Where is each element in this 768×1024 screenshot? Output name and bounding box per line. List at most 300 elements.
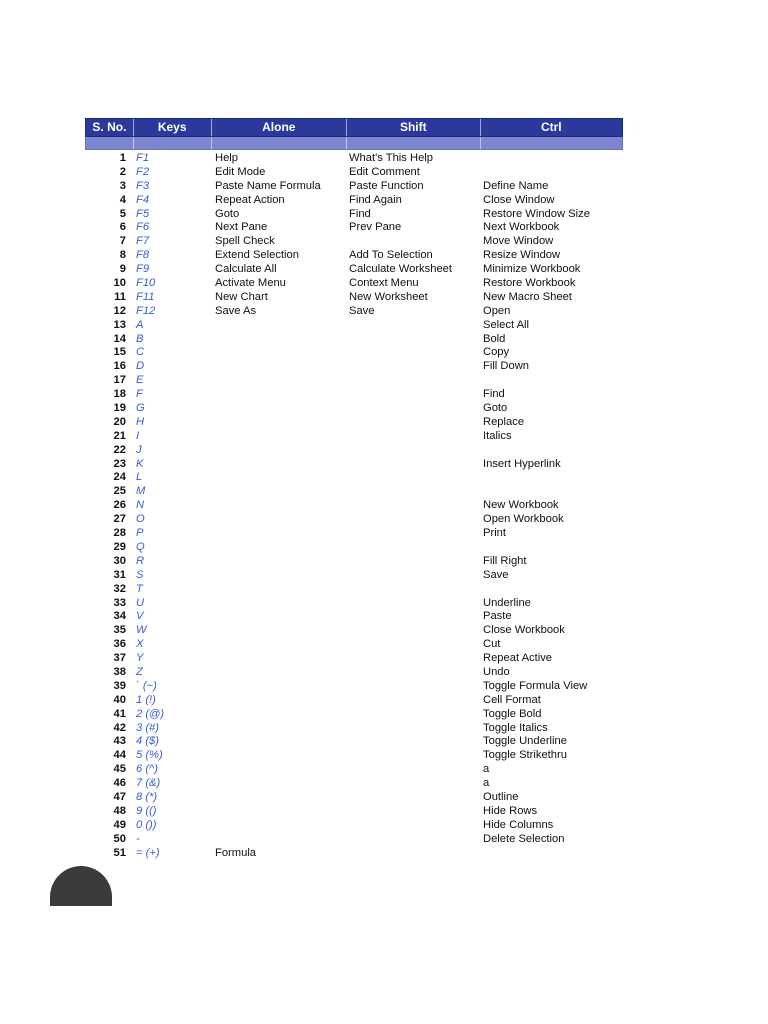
row-alone <box>211 499 347 513</box>
row-ctrl: Toggle Underline <box>483 735 567 748</box>
table-row <box>85 624 623 638</box>
row-shift: New Worksheet <box>349 290 428 303</box>
row-shift: Add To Selection <box>349 249 433 262</box>
table-header <box>85 118 623 137</box>
row-alone <box>211 388 347 402</box>
row-shift: Prev Pane <box>349 221 402 234</box>
table-row <box>85 597 623 611</box>
row-number: 33 <box>113 596 126 609</box>
row-ctrl: Resize Window <box>483 249 561 262</box>
header-sno: S. No. <box>86 119 134 136</box>
table-row <box>85 221 623 235</box>
row-ctrl: Toggle Formula View <box>483 679 588 692</box>
row-shift <box>347 610 481 624</box>
table-row <box>85 805 623 819</box>
row-alone <box>211 569 347 583</box>
row-key: 1 (!) <box>136 693 156 706</box>
row-ctrl: Goto <box>483 402 508 415</box>
row-ctrl: Cut <box>483 638 501 651</box>
row-alone: Save As <box>215 304 257 317</box>
row-number: 46 <box>113 777 126 790</box>
row-shift <box>347 402 481 416</box>
row-number: 40 <box>113 693 126 706</box>
table-row <box>85 527 623 541</box>
table-row <box>85 583 623 597</box>
row-ctrl: Undo <box>483 665 510 678</box>
row-key: 2 (@) <box>136 707 165 720</box>
row-key: Y <box>136 652 144 665</box>
row-ctrl: Save <box>483 568 509 581</box>
row-alone <box>211 652 347 666</box>
row-ctrl: Fill Right <box>483 554 527 567</box>
row-number: 8 <box>119 249 126 262</box>
row-shift <box>347 444 481 458</box>
row-alone <box>211 694 347 708</box>
row-ctrl: Underline <box>483 596 531 609</box>
row-key: S <box>136 568 144 581</box>
row-number: 32 <box>113 582 126 595</box>
row-number: 13 <box>113 318 126 331</box>
table-row <box>85 708 623 722</box>
row-shift <box>347 833 481 847</box>
row-alone <box>211 527 347 541</box>
table-row <box>85 722 623 736</box>
row-key: 0 ()) <box>136 818 157 831</box>
row-key: A <box>136 318 144 331</box>
row-shift: Calculate Worksheet <box>349 263 453 276</box>
row-alone <box>211 374 347 388</box>
row-ctrl: Close Workbook <box>483 624 565 637</box>
row-shift <box>347 638 481 652</box>
row-key: U <box>136 596 145 609</box>
row-shift <box>347 819 481 833</box>
row-shift <box>347 416 481 430</box>
row-number: 25 <box>113 485 126 498</box>
row-shift <box>347 346 481 360</box>
row-key: 4 ($) <box>136 735 160 748</box>
row-alone <box>211 416 347 430</box>
row-alone: Calculate All <box>215 263 277 276</box>
table-row <box>85 638 623 652</box>
row-ctrl: a <box>483 777 490 790</box>
row-key: H <box>136 415 145 428</box>
row-alone <box>211 791 347 805</box>
row-number: 48 <box>113 804 126 817</box>
row-shift: Paste Function <box>349 179 424 192</box>
row-key: P <box>136 527 144 540</box>
row-alone <box>211 485 347 499</box>
row-alone <box>211 735 347 749</box>
row-ctrl: Cell Format <box>483 693 541 706</box>
row-ctrl: Minimize Workbook <box>483 263 581 276</box>
row-ctrl: Define Name <box>483 179 549 192</box>
table-row <box>85 749 623 763</box>
row-shift: What's This Help <box>349 152 433 164</box>
row-number: 24 <box>113 471 126 484</box>
row-shift: Find <box>349 207 371 220</box>
table-row <box>85 569 623 583</box>
row-alone <box>211 749 347 763</box>
row-alone <box>211 763 347 777</box>
row-shift <box>347 430 481 444</box>
header-shift: Shift <box>347 119 481 136</box>
row-key: G <box>136 402 145 415</box>
row-number: 30 <box>113 554 126 567</box>
row-alone: Spell Check <box>215 235 275 248</box>
row-number: 29 <box>113 540 126 553</box>
table-row <box>85 680 623 694</box>
row-key: = (+) <box>136 846 160 859</box>
row-number: 39 <box>113 679 126 692</box>
table-row <box>85 249 623 263</box>
table-row <box>85 555 623 569</box>
row-key: F8 <box>136 249 150 262</box>
row-ctrl <box>481 444 623 458</box>
row-key: F12 <box>136 304 156 317</box>
row-number: 35 <box>113 624 126 637</box>
row-number: 17 <box>113 374 126 387</box>
row-shift <box>347 847 481 861</box>
row-alone <box>211 819 347 833</box>
row-shift <box>347 569 481 583</box>
row-alone <box>211 597 347 611</box>
row-key: 6 (^) <box>136 763 159 776</box>
row-alone <box>211 624 347 638</box>
row-ctrl: Hide Rows <box>483 804 538 817</box>
row-shift: Save <box>349 304 375 317</box>
row-number: 9 <box>119 263 126 276</box>
table-row <box>85 458 623 472</box>
row-ctrl: Restore Window Size <box>483 207 590 220</box>
table-row <box>85 652 623 666</box>
row-number: 44 <box>113 749 126 762</box>
row-ctrl <box>481 152 623 166</box>
row-key: F3 <box>136 179 150 192</box>
row-number: 45 <box>113 763 126 776</box>
row-key: L <box>136 471 143 484</box>
row-ctrl: Italics <box>483 429 512 442</box>
row-shift <box>347 541 481 555</box>
row-alone <box>211 333 347 347</box>
row-number: 49 <box>113 818 126 831</box>
row-key: E <box>136 374 144 387</box>
row-alone: Formula <box>215 846 257 859</box>
row-shift <box>347 749 481 763</box>
row-shift <box>347 583 481 597</box>
row-key: F9 <box>136 263 150 276</box>
row-alone <box>211 610 347 624</box>
row-key: K <box>136 457 144 470</box>
row-key: 8 (*) <box>136 790 158 803</box>
row-shift <box>347 708 481 722</box>
row-shift: Context Menu <box>349 277 419 290</box>
row-alone <box>211 430 347 444</box>
row-ctrl <box>481 374 623 388</box>
table-row <box>85 666 623 680</box>
row-ctrl: Hide Columns <box>483 818 554 831</box>
row-ctrl: Insert Hyperlink <box>483 457 561 470</box>
row-number: 7 <box>119 235 126 248</box>
row-shift <box>347 624 481 638</box>
row-number: 22 <box>113 443 126 456</box>
row-number: 20 <box>113 415 126 428</box>
row-number: 4 <box>119 193 126 206</box>
row-shift <box>347 319 481 333</box>
row-shift <box>347 680 481 694</box>
row-alone: Edit Mode <box>215 165 266 178</box>
row-key: I <box>136 429 140 442</box>
row-alone <box>211 708 347 722</box>
row-key: T <box>136 582 143 595</box>
row-shift <box>347 485 481 499</box>
table-row <box>85 485 623 499</box>
table-row <box>85 416 623 430</box>
row-ctrl: Repeat Active <box>483 652 553 665</box>
row-key: N <box>136 499 145 512</box>
row-key: M <box>136 485 146 498</box>
row-number: 10 <box>113 277 126 290</box>
row-shift <box>347 722 481 736</box>
row-ctrl: Close Window <box>483 193 555 206</box>
table-row <box>85 402 623 416</box>
row-ctrl: Toggle Bold <box>483 707 542 720</box>
row-alone <box>211 805 347 819</box>
row-alone <box>211 360 347 374</box>
row-key: C <box>136 346 145 359</box>
row-shift <box>347 735 481 749</box>
table-row <box>85 263 623 277</box>
row-key: B <box>136 332 144 345</box>
table-subheader-band <box>85 137 623 150</box>
table-row <box>85 791 623 805</box>
row-key: O <box>136 513 145 526</box>
row-number: 21 <box>113 429 126 442</box>
row-number: 23 <box>113 457 126 470</box>
row-key: F10 <box>136 277 156 290</box>
row-alone <box>211 444 347 458</box>
row-number: 42 <box>113 721 126 734</box>
row-ctrl: Next Workbook <box>483 221 560 234</box>
table-row <box>85 610 623 624</box>
row-alone <box>211 471 347 485</box>
row-shift <box>347 763 481 777</box>
row-alone <box>211 583 347 597</box>
row-alone <box>211 458 347 472</box>
table-row <box>85 180 623 194</box>
row-number: 31 <box>113 568 126 581</box>
table-row <box>85 305 623 319</box>
table-body <box>85 152 623 860</box>
row-ctrl: New Macro Sheet <box>483 290 572 303</box>
row-key: 3 (#) <box>136 721 160 734</box>
row-ctrl: Restore Workbook <box>483 277 576 290</box>
row-alone: Next Pane <box>215 221 268 234</box>
row-number: 19 <box>113 402 126 415</box>
row-ctrl <box>481 847 623 861</box>
row-ctrl <box>481 541 623 555</box>
row-number: 28 <box>113 527 126 540</box>
row-ctrl: Toggle Strikethru <box>483 749 567 762</box>
row-alone <box>211 722 347 736</box>
row-number: 51 <box>113 846 126 859</box>
row-key: R <box>136 554 145 567</box>
table-row <box>85 208 623 222</box>
row-number: 16 <box>113 360 126 373</box>
row-key: D <box>136 360 145 373</box>
row-shift <box>347 360 481 374</box>
row-alone <box>211 346 347 360</box>
row-number: 38 <box>113 665 126 678</box>
table-row <box>85 152 623 166</box>
row-shift <box>347 791 481 805</box>
header-alone: Alone <box>212 119 348 136</box>
row-alone: Goto <box>215 207 240 220</box>
row-shift: Edit Comment <box>349 165 420 178</box>
row-key: F11 <box>136 290 155 303</box>
table-row <box>85 277 623 291</box>
row-number: 41 <box>113 707 126 720</box>
table-row <box>85 694 623 708</box>
row-number: 6 <box>119 221 126 234</box>
row-ctrl: Fill Down <box>483 360 530 373</box>
row-shift <box>347 374 481 388</box>
row-number: 50 <box>113 832 126 845</box>
row-alone <box>211 680 347 694</box>
row-shift <box>347 527 481 541</box>
row-number: 1 <box>119 152 126 164</box>
row-shift: Find Again <box>349 193 402 206</box>
row-key: X <box>136 638 144 651</box>
table-row <box>85 777 623 791</box>
table-row <box>85 291 623 305</box>
shortcut-table <box>85 118 623 860</box>
row-number: 18 <box>113 388 126 401</box>
row-number: 27 <box>113 513 126 526</box>
table-row <box>85 166 623 180</box>
row-key: 9 (() <box>136 804 157 817</box>
row-key: Z <box>136 665 143 678</box>
table-row <box>85 735 623 749</box>
row-alone <box>211 541 347 555</box>
row-ctrl <box>481 471 623 485</box>
row-number: 15 <box>113 346 126 359</box>
row-ctrl: Select All <box>483 318 530 331</box>
row-shift <box>347 458 481 472</box>
row-key: V <box>136 610 144 623</box>
row-key: 5 (%) <box>136 749 163 762</box>
row-number: 14 <box>113 332 126 345</box>
row-ctrl <box>481 583 623 597</box>
table-row <box>85 541 623 555</box>
row-alone: New Chart <box>215 290 268 303</box>
row-ctrl: Open <box>483 304 511 317</box>
row-ctrl: Outline <box>483 790 519 803</box>
table-row <box>85 319 623 333</box>
table-row <box>85 513 623 527</box>
table-row <box>85 374 623 388</box>
table-row <box>85 360 623 374</box>
row-key: ` (~) <box>136 679 157 692</box>
row-key: F2 <box>136 165 150 178</box>
row-key: Q <box>136 540 145 553</box>
row-ctrl: Toggle Italics <box>483 721 548 734</box>
table-row <box>85 333 623 347</box>
row-ctrl: Bold <box>483 332 506 345</box>
table-row <box>85 430 623 444</box>
row-ctrl: New Workbook <box>483 499 559 512</box>
row-key: J <box>136 443 142 456</box>
row-shift <box>347 471 481 485</box>
row-key: - <box>136 832 140 845</box>
row-alone: Activate Menu <box>215 277 286 290</box>
table-row <box>85 499 623 513</box>
row-alone <box>211 833 347 847</box>
row-number: 47 <box>113 790 126 803</box>
row-shift <box>347 513 481 527</box>
row-shift <box>347 805 481 819</box>
table-row <box>85 235 623 249</box>
row-shift <box>347 333 481 347</box>
row-shift <box>347 235 481 249</box>
row-alone <box>211 666 347 680</box>
row-ctrl: Copy <box>483 346 510 359</box>
row-key: F5 <box>136 207 150 220</box>
header-ctrl: Ctrl <box>540 120 562 134</box>
row-number: 12 <box>113 304 126 317</box>
row-alone: Extend Selection <box>215 249 299 262</box>
table-row <box>85 763 623 777</box>
row-shift <box>347 388 481 402</box>
row-number: 11 <box>114 290 126 303</box>
row-alone <box>211 513 347 527</box>
table-row <box>85 444 623 458</box>
row-key: F4 <box>136 193 150 206</box>
row-number: 43 <box>113 735 126 748</box>
row-ctrl: a <box>483 763 490 776</box>
row-ctrl: Print <box>483 527 507 540</box>
row-ctrl: Paste <box>483 610 512 623</box>
row-shift <box>347 499 481 513</box>
row-key: F7 <box>136 235 150 248</box>
row-ctrl <box>481 485 623 499</box>
row-key: F1 <box>136 152 150 164</box>
row-shift <box>347 555 481 569</box>
row-number: 2 <box>119 165 126 178</box>
row-number: 34 <box>113 610 126 623</box>
row-alone: Help <box>215 152 239 164</box>
row-ctrl: Find <box>483 388 505 401</box>
row-alone <box>211 638 347 652</box>
row-shift <box>347 666 481 680</box>
row-shift <box>347 694 481 708</box>
row-number: 5 <box>119 207 126 220</box>
row-shift <box>347 597 481 611</box>
table-row <box>85 819 623 833</box>
table-row <box>85 833 623 847</box>
row-ctrl: Delete Selection <box>483 832 565 845</box>
row-key: F6 <box>136 221 150 234</box>
row-ctrl: Move Window <box>483 235 554 248</box>
row-alone: Repeat Action <box>215 193 285 206</box>
table-row <box>85 388 623 402</box>
row-key: F <box>136 388 143 401</box>
table-row <box>85 847 623 861</box>
row-number: 36 <box>113 638 126 651</box>
row-alone: Paste Name Formula <box>215 179 321 192</box>
header-keys: Keys <box>134 119 212 136</box>
row-alone <box>211 402 347 416</box>
row-ctrl <box>481 166 623 180</box>
